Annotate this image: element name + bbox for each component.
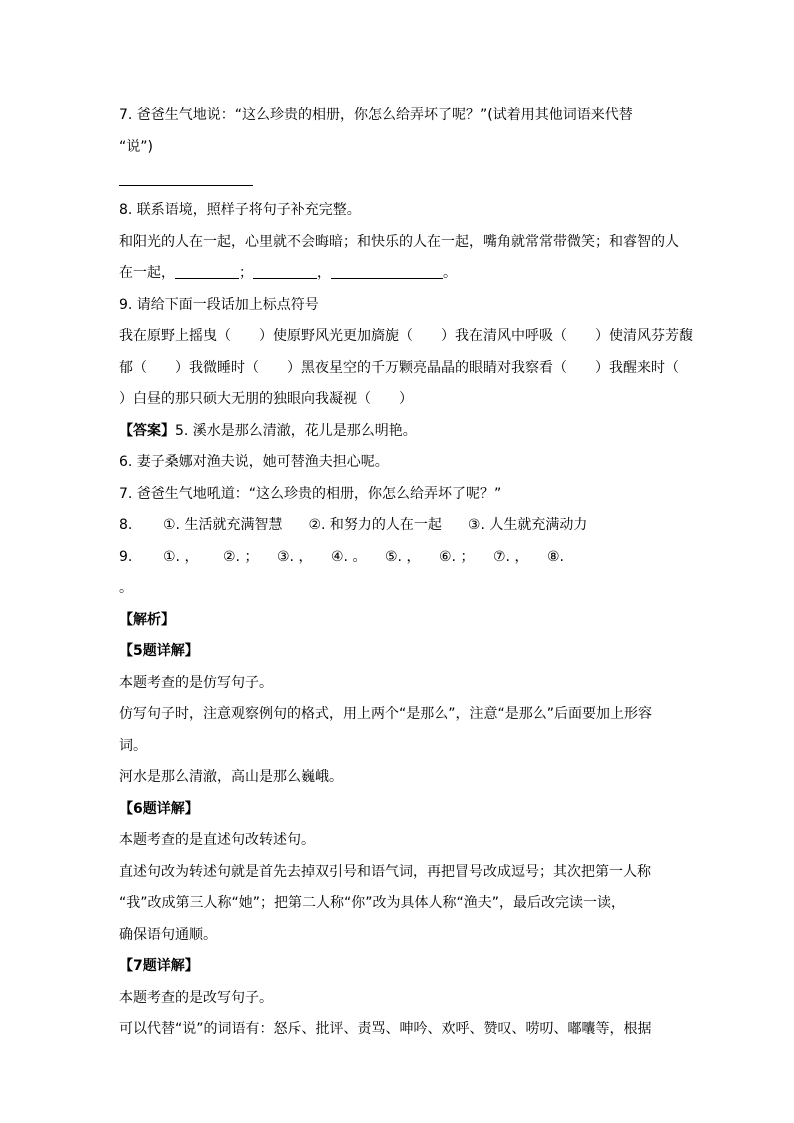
q8-end: 。 (443, 265, 457, 281)
q8-sep-1: ； (239, 265, 253, 281)
answer-a8 (119, 510, 679, 542)
q9-line-2: 郁（ ）我微睡时（ ）黑夜星空的千万颗亮晶晶的眼睛对我察看（ ）我醒来时（ (119, 359, 679, 376)
q8-prefix: 在一起， (119, 265, 175, 281)
answer-9-num: 9. (119, 548, 133, 565)
q7-line-2: “说”) (119, 138, 153, 155)
analysis-tag: 【解析】 (119, 611, 175, 628)
answer-a5 (119, 416, 679, 448)
answer-9-item-1: ①. ， (163, 548, 199, 565)
analysis-q6-line-2: 直述句改为转述句就是首先去掉双引号和语气词，再把冒号改成逗号；其次把第一人称 (119, 863, 651, 880)
answer-blank-line (119, 185, 253, 186)
analysis-q6-line-1: 本题考查的是直述句改转述句。 (119, 832, 315, 848)
analysis-q6-heading: 【6题详解】 (119, 800, 199, 817)
analysis-q6-line-3: “我”改成第三人称“她”；把第二人称“你”改为具体人称“渔夫”，最后改完读一读， (119, 895, 626, 911)
answer-8-item-3: ③. 人生就充满动力 (467, 517, 588, 533)
answer-9-item-5: ⑤. ， (385, 548, 421, 565)
analysis-q7-heading: 【7题详解】 (119, 958, 199, 974)
fill-blank-2[interactable] (253, 262, 317, 279)
q8-line-2 (119, 258, 679, 290)
answer-9-item-3: ③. ， (277, 548, 313, 565)
analysis-q7-line-2: 可以代替“说”的词语有：怒斥、批评、责骂、呻吟、欢呼、赞叹、唠叨、嘟囔等，根据 (119, 1021, 652, 1037)
answer-8-num: 8. (119, 517, 133, 533)
answer-a7: 7. 爸爸生气地吼道：“这么珍贵的相册，你怎么给弄坏了呢？” (119, 485, 502, 502)
answer-9-item-8: ⑧. (547, 548, 565, 565)
document-content (119, 100, 693, 1046)
answer-9-tail: 。 (119, 580, 133, 596)
analysis-q5-line-1: 本题考查的是仿写句子。 (119, 674, 273, 691)
analysis-q7-line-1: 本题考查的是改写句子。 (119, 989, 273, 1006)
answer-tag: 【答案】 (119, 422, 175, 439)
q9-line-3: ）白昼的那只硕大无朋的独眼向我凝视（ ） (119, 391, 413, 407)
fill-blank-1[interactable] (175, 262, 239, 279)
q9-line-1: 我在原野上摇曳（ ）使原野风光更加旖旎（ ）我在清风中呼吸（ ）使清风芬芳馥 (119, 328, 693, 344)
q8-line-1: 和阳光的人在一起，心里就不会晦暗；和快乐的人在一起，嘴角就常常带微笑；和睿智的人 (119, 233, 679, 250)
q8-title: 8. 联系语境，照样子将句子补充完整。 (119, 202, 361, 218)
q9-title: 9. 请给下面一段话加上标点符号 (119, 296, 319, 313)
analysis-q5-heading: 【5题详解】 (119, 643, 199, 659)
q7-line-1: 7. 爸爸生气地说：“这么珍贵的相册，你怎么给弄坏了呢？”(试着用其他词语来代替 (119, 107, 633, 123)
analysis-q5-line-3: 词。 (119, 737, 147, 754)
answer-9-item-7: ⑦. ， (493, 548, 529, 565)
analysis-q5-line-4: 河水是那么清澈，高山是那么巍峨。 (119, 769, 343, 785)
answer-9-item-2: ②. ； (223, 548, 259, 565)
answer-a9 (119, 542, 679, 574)
fill-blank-3[interactable] (331, 262, 443, 279)
answer-5-text: 5. 溪水是那么清澈，花儿是那么明艳。 (175, 422, 417, 439)
answer-9-item-4: ④. 。 (331, 548, 367, 565)
answer-8-item-2: ②. 和努力的人在一起 (308, 517, 442, 533)
analysis-q6-line-4: 确保语句通顺。 (119, 926, 217, 943)
answer-8-item-1: ①. 生活就充满智慧 (163, 517, 283, 533)
answer-a6: 6. 妻子桑娜对渔夫说，她可替渔夫担心呢。 (119, 454, 389, 470)
answer-9-item-6: ⑥. ； (439, 548, 475, 565)
q8-sep-2: ， (317, 265, 331, 281)
analysis-q5-line-2: 仿写句子时，注意观察例句的格式，用上两个“是那么”，注意“是那么”后面要加上形容 (119, 706, 653, 722)
